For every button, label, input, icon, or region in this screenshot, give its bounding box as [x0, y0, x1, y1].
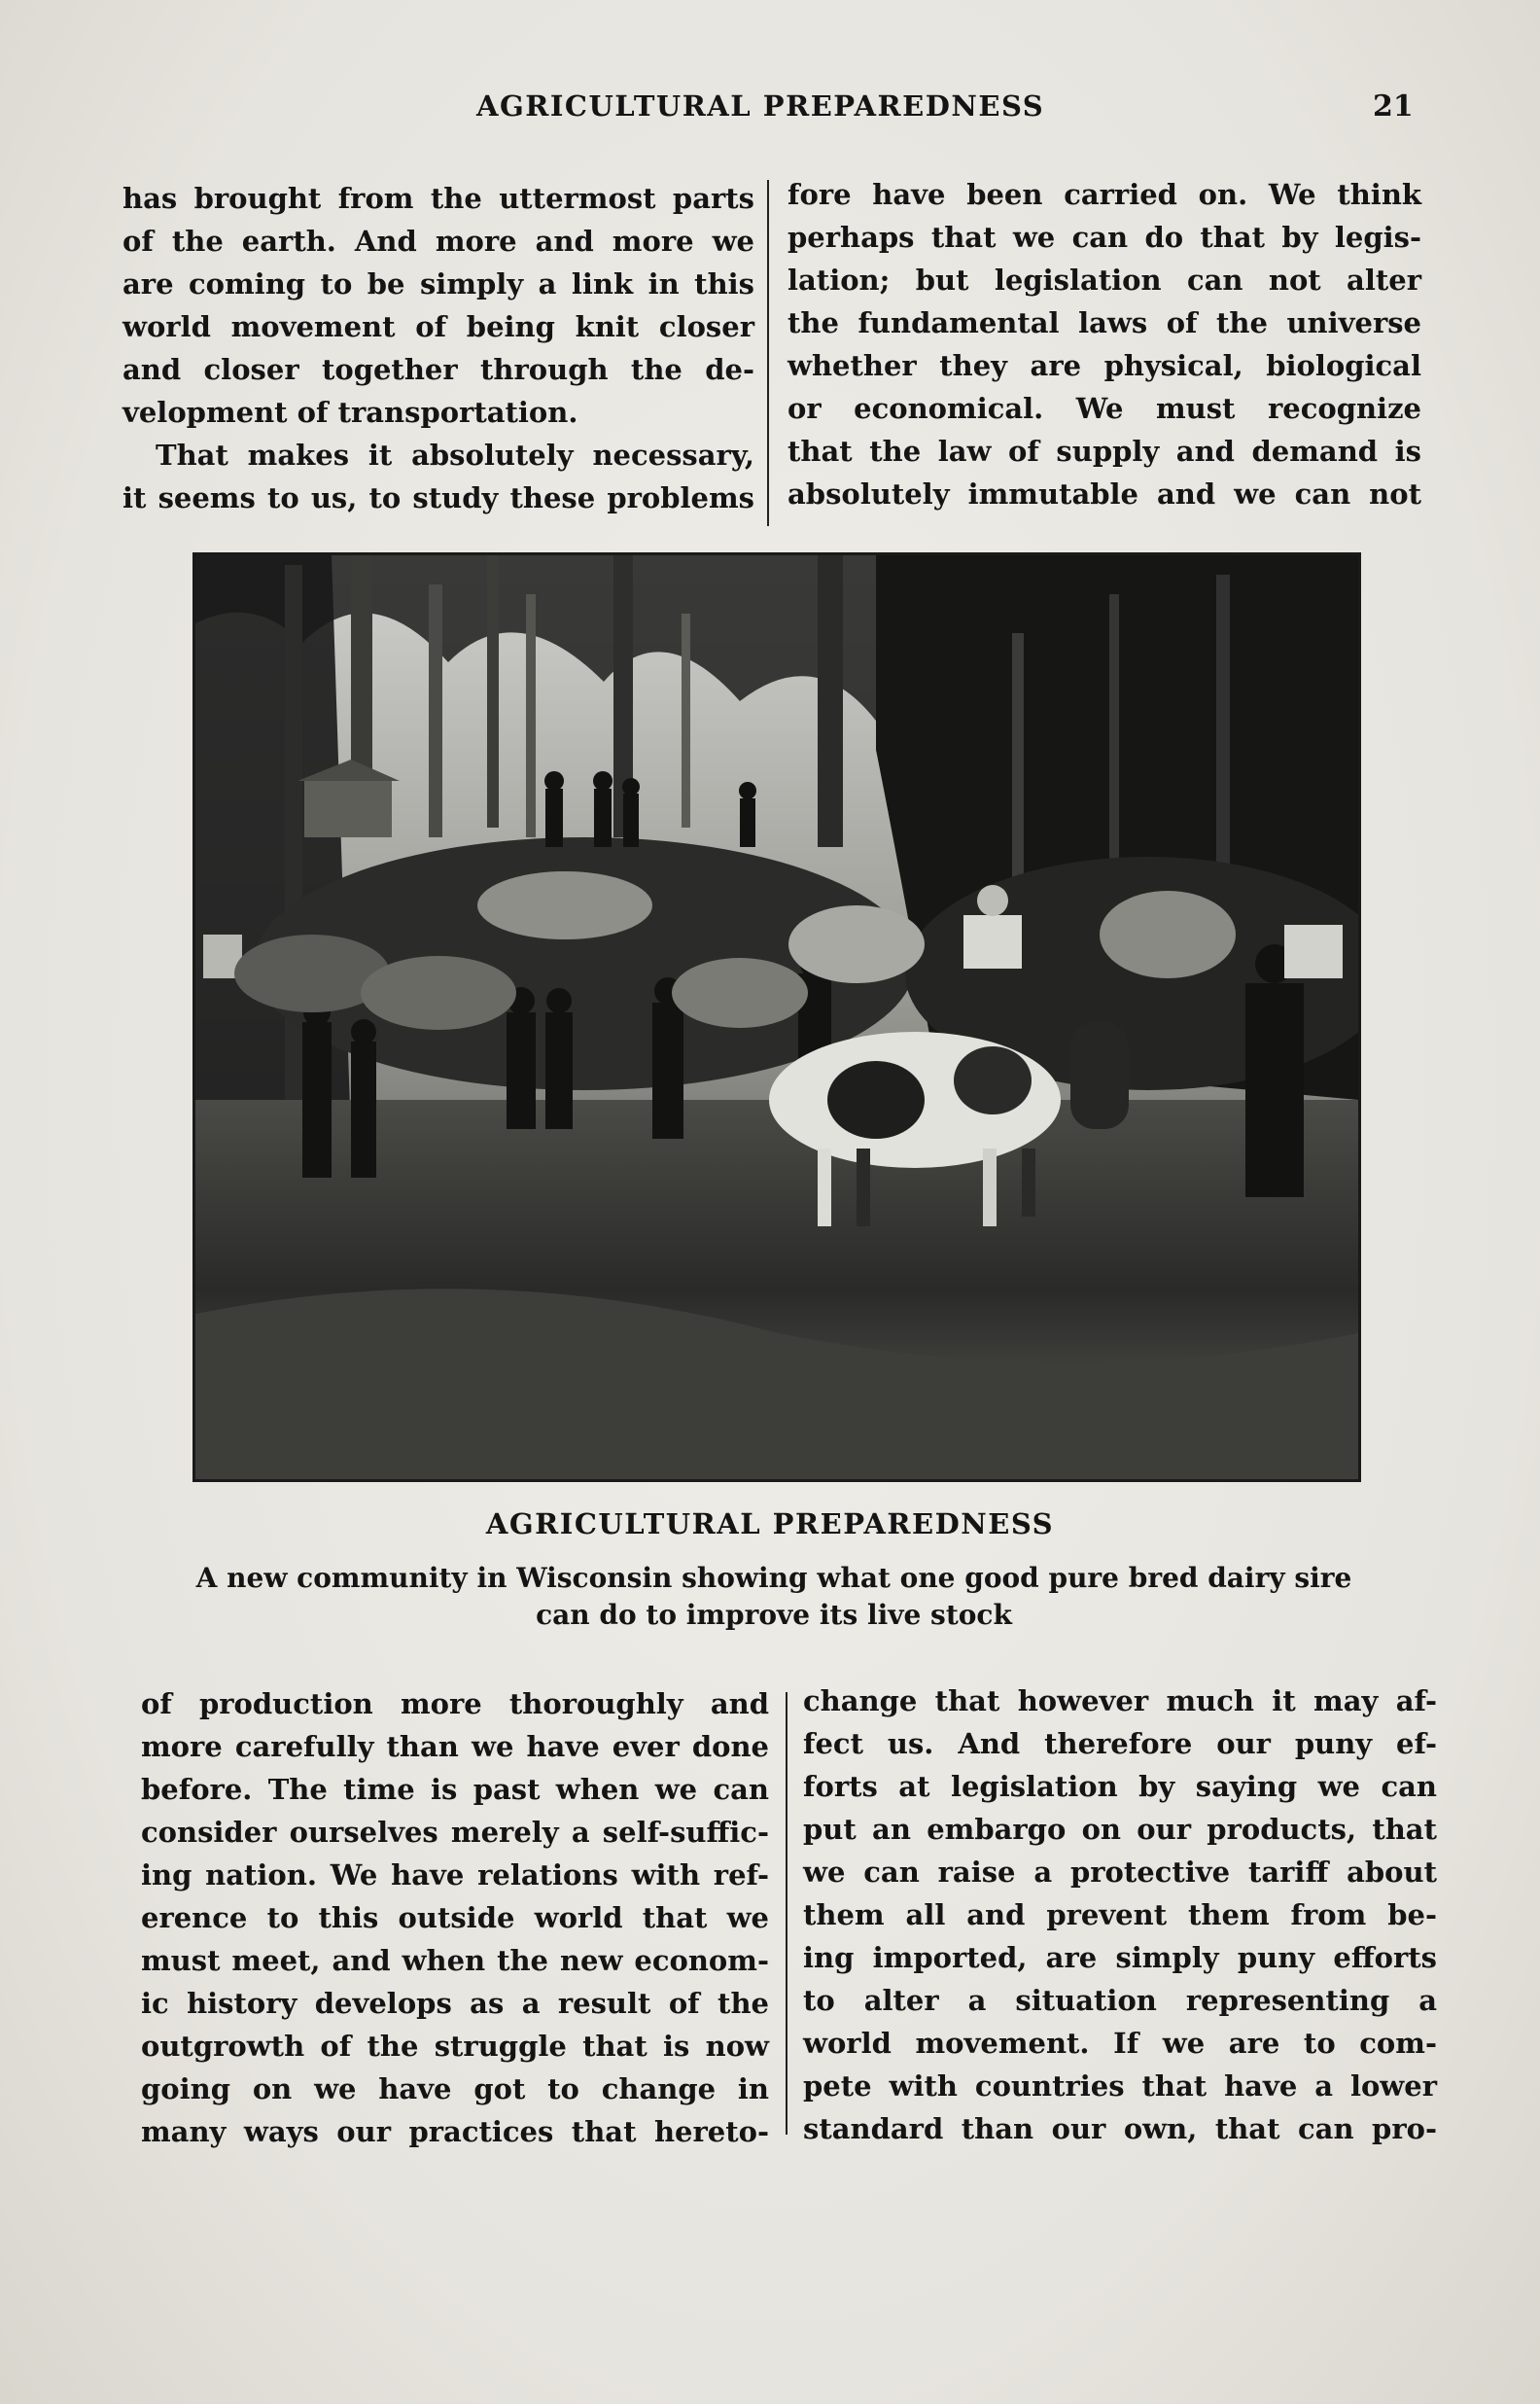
paragraph: [122, 177, 754, 434]
text-line: put an embargo on our products, that: [803, 1813, 1437, 1846]
text-line: that the law of supply and demand is: [788, 435, 1421, 468]
text-line: world movement. If we are to com-: [803, 2027, 1437, 2060]
halftone-photograph: [192, 552, 1361, 1482]
text-line: ing nation. We have relations with ref-: [141, 1858, 769, 1891]
text-line: forts at legislation by saying we can: [803, 1770, 1437, 1803]
text-line: has brought from the uttermost parts: [122, 182, 754, 215]
text-column-top-right: [788, 173, 1421, 515]
caption-line: A new community in Wisconsin showing what one good pure bred dairy sire: [195, 1562, 1352, 1594]
running-header: [0, 89, 1540, 128]
figure-caption-title: AGRICULTURAL PREPAREDNESS: [485, 1507, 1055, 1540]
text-line: That makes it absolutely necessary,: [156, 439, 754, 472]
text-line: fore have been carried on. We think: [788, 178, 1421, 211]
text-line: we can raise a protective tariff about: [803, 1856, 1437, 1889]
text-line: more carefully than we have ever done: [141, 1730, 769, 1763]
text-line: must meet, and when the new econom-: [141, 1944, 769, 1977]
text-column-top-left: [122, 177, 754, 519]
text-line: change that however much it may af-: [803, 1684, 1437, 1717]
text-line: and closer together through the de-: [122, 353, 754, 386]
column-divider: [786, 1692, 788, 2135]
text-line: fect us. And therefore our puny ef-: [803, 1727, 1437, 1760]
text-line: world movement of being knit closer: [122, 310, 754, 343]
text-line: erence to this outside world that we: [141, 1901, 769, 1934]
paragraph: [122, 434, 754, 519]
text-line: pete with countries that have a lower: [803, 2069, 1437, 2103]
text-line: velopment of transportation.: [122, 396, 578, 429]
text-line: ing imported, are simply puny efforts: [803, 1941, 1437, 1974]
text-column-bottom-right: [803, 1679, 1437, 2150]
text-line: them all and prevent them from be-: [803, 1898, 1437, 1931]
text-line: of the earth. And more and more we: [122, 225, 754, 258]
text-line: perhaps that we can do that by legis-: [788, 221, 1421, 254]
text-line: before. The time is past when we can: [141, 1773, 769, 1806]
text-line: lation; but legislation can not alter: [788, 264, 1421, 297]
text-line: are coming to be simply a link in this: [122, 267, 754, 300]
photo-cattle-in-forest: [195, 555, 1358, 1479]
text-line: the fundamental laws of the universe: [788, 306, 1421, 339]
text-line: or economical. We must recognize: [788, 392, 1421, 425]
text-line: going on we have got to change in: [141, 2072, 769, 2105]
text-line: ic history develops as a result of the: [141, 1987, 769, 2020]
column-divider: [767, 180, 769, 526]
text-column-bottom-left: [141, 1682, 769, 2153]
text-line: of production more thoroughly and: [141, 1687, 769, 1720]
text-line: whether they are physical, biological: [788, 349, 1421, 382]
text-line: many ways our practices that hereto-: [141, 2115, 769, 2148]
text-line: consider ourselves merely a self-suffic-: [141, 1816, 769, 1849]
text-line: to alter a situation representing a: [803, 1984, 1437, 2017]
text-line: outgrowth of the struggle that is now: [141, 2030, 769, 2063]
figure-caption: [122, 1560, 1425, 1634]
caption-line: can do to improve its live stock: [536, 1599, 1012, 1631]
text-line: it seems to us, to study these problems: [122, 481, 754, 514]
page-number: 21: [1373, 89, 1414, 124]
running-title: AGRICULTURAL PREPAREDNESS: [476, 89, 1045, 123]
text-line: standard than our own, that can pro-: [803, 2112, 1437, 2145]
text-line: absolutely immutable and we can not: [788, 477, 1421, 511]
